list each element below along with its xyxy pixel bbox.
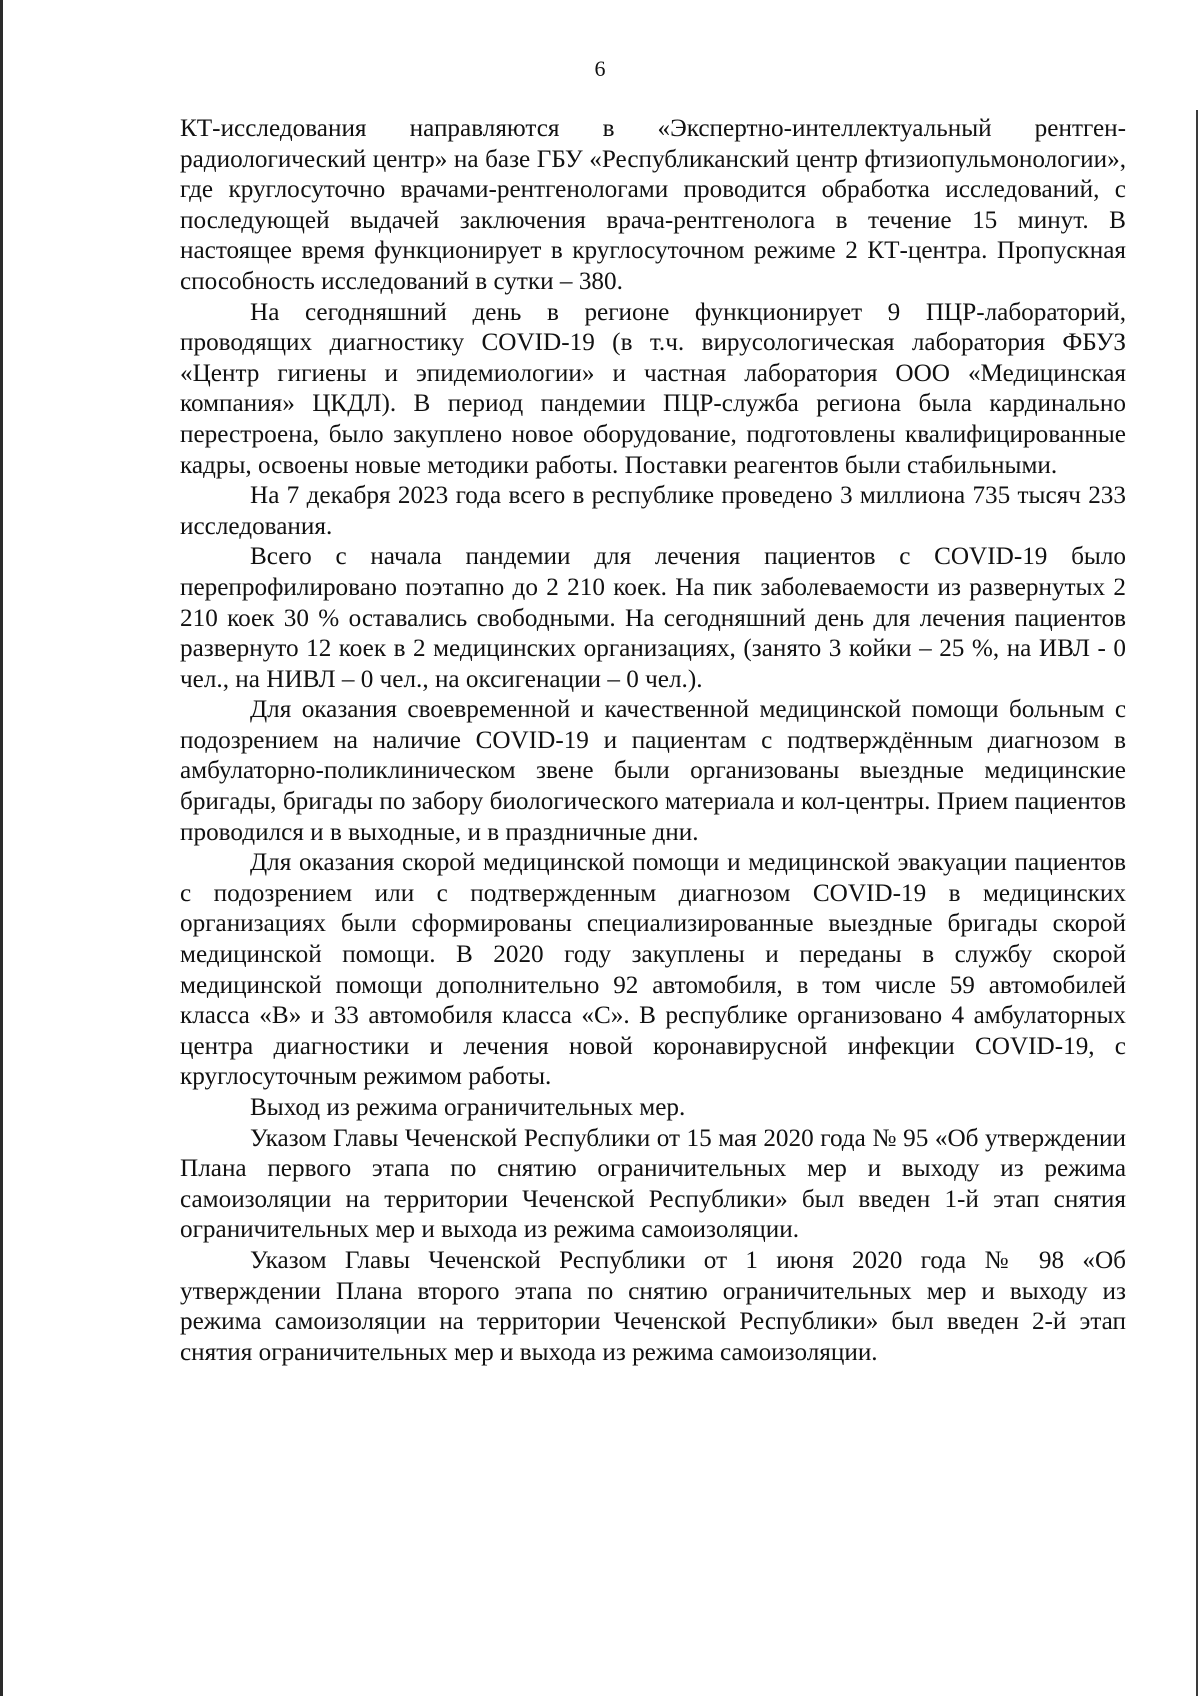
paragraph-pcr-labs: На сегодняшний день в регионе функционирует 9 ПЦР-лабораторий, проводящих диагностику COVID-19 (в т.ч. вирусологическая лаборатория ФБУЗ «Центр гигиены и эпидемиологии» и частная лаборатория ООО «Медицинская компания» ЦКДЛ). В период пандемии ПЦР-служба региона была кардинально перестроена, было закуплено новое оборудование, подготовлены квалифицированные кадры, освоены новые методики работы. Поставки реагентов были стабильными.: [180, 298, 1126, 479]
paragraph-decree-95: Указом Главы Чеченской Республики от 15 мая 2020 года № 95 «Об утверждении Плана первого этапа по снятию ограничительных мер и выходу из режима самоизоляции на территории Чеченской Республики» был введен 1-й этап снятия ограничительных мер и выхода из режима самоизоляции.: [180, 1124, 1126, 1244]
page-number: 6: [594, 56, 606, 81]
paragraph-ct-research: КТ-исследования направляются в «Экспертно-интеллектуальный рентген-радиологический центр» на базе ГБУ «Республиканский центр фтизиопульмонологии», где круглосуточно врачами-рентгенологами проводится обработка исследований, с последующей выдачей заключения врача-рентгенолога в течение 15 минут. В настоящее время функционирует в круглосуточном режиме 2 КТ-центра. Пропускная способность исследований в сутки – 380.: [180, 115, 1126, 295]
document-body: [180, 114, 1126, 1368]
paragraph-tests-total: На 7 декабря 2023 года всего в республике проведено 3 миллиона 735 тысяч 233 исследования.: [180, 482, 1126, 540]
paragraph-ambulance: Для оказания скорой медицинской помощи и медицинской эвакуации пациентов с подозрением или с подтвержденным диагнозом COVID-19 в медицинских организациях были сформированы специализированные выездные бригады скорой медицинской помощи. В 2020 году закуплены и переданы в службу скорой медицинской помощи дополнительно 92 автомобиля, в том числе 59 автомобилей класса «В» и 33 автомобиля класса «С». В республике организовано 4 амбулаторных центра диагностики и лечения новой коронавирусной инфекции COVID-19, с круглосуточным режимом работы.: [180, 849, 1126, 1091]
paragraph-outpatient-care: Для оказания своевременной и качественной медицинской помощи больным с подозрением на наличие COVID-19 и пациентам с подтверждённым диагнозом в амбулаторно-поликлиническом звене были организованы выездные медицинские бригады, бригады по забору биологического материала и кол-центры. Прием пациентов проводился и в выходные, и в праздничные дни.: [180, 696, 1126, 846]
paragraph-decree-98: Указом Главы Чеченской Республики от 1 июня 2020 года № 98 «Об утверждении Плана второго этапа по снятию ограничительных мер и выходу из режима самоизоляции на территории Чеченской Республики» был введен 2-й этап снятия ограничительных мер и выхода из режима самоизоляции.: [180, 1246, 1126, 1366]
scan-edge-left: [0, 0, 3, 1696]
scan-edge-right: [1196, 110, 1198, 1696]
paragraph-exit-heading: Выход из режима ограничительных мер.: [250, 1094, 686, 1121]
paragraph-beds: Всего с начала пандемии для лечения пациентов с COVID-19 было перепрофилировано поэтапно до 2 210 коек. На пик заболеваемости из развернутых 2 210 коек 30 % оставались свободными. На сегодняшний день для лечения пациентов развернуто 12 коек в 2 медицинских организациях, (занято 3 койки – 25 %, на ИВЛ - 0 чел., на НИВЛ – 0 чел., на оксигенации – 0 чел.).: [180, 543, 1126, 693]
